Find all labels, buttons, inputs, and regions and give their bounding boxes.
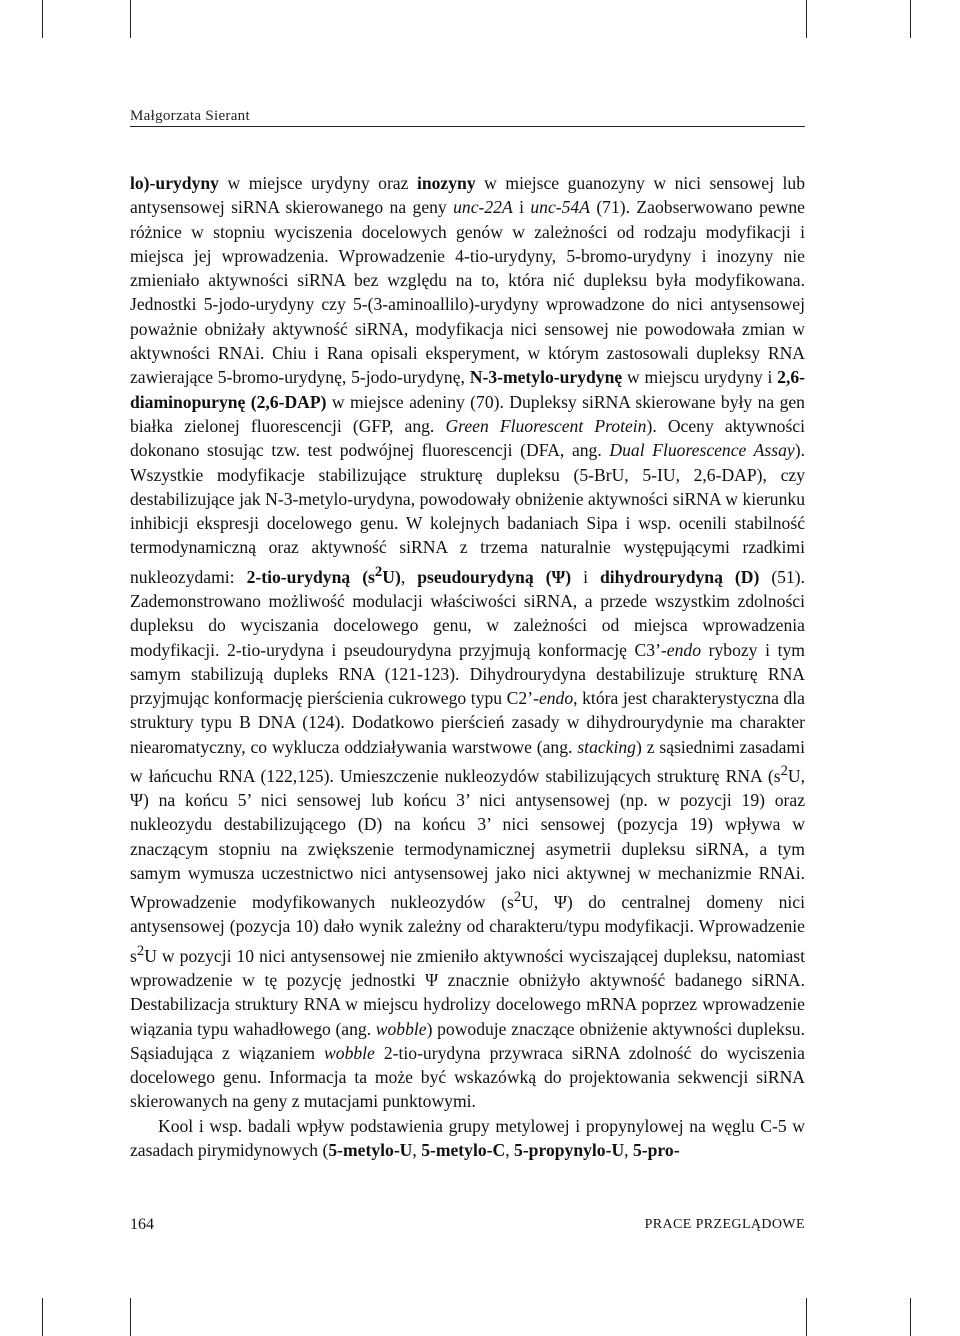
text-run: ). Wszystkie modyfikacje stabilizujące strukturę dupleksu (5-BrU, 5-IU, 2,6-DAP), czy destabilizujące jak N-3-metylo-urydyna, powodowały obniżenie aktywności siRNA w kierunku inhibicji ekspresji docelowego genu. W kolejnych badaniach Sipa i wsp. ocenili stabilność termodynamiczną oraz aktywność siRNA z trzema naturalnie występującymi rzadkimi nukleozydami: (130, 440, 805, 587)
text-run: , (624, 1140, 633, 1161)
italic-term: unc-22A (453, 197, 513, 218)
text-run: U, Ψ) na końcu 5’ nici sensowej lub końcu 3’ nici antysensowej (np. w pozycji 19) oraz nukleozydu destabilizującego (D) na końcu 3’ nici sensowej (pozycja 19) wpływa w znaczącym stopniu na zwiększenie termodynamicznej asymetrii dupleksu siRNA, a tym samym wymusza uczestnictwo nici antysensowej jako nici aktywnej w mechanizmie RNAi. Wprowadzenie modyfikowanych nukleozydów (s (130, 765, 805, 913)
journal-section: PRACE PRZEGLĄDOWE (644, 1217, 805, 1232)
text-run: rybozy i tym samym stabilizują dupleks RNA (121-123). Dihydrourydyna destabilizuje strukturę RNA przyjmując konformację pierścienia cukrowego typu C2’- (130, 639, 805, 709)
italic-term: endo (666, 639, 701, 660)
italic-term: stacking (577, 736, 636, 757)
bold-term: 5-metylo-C (421, 1140, 506, 1161)
italic-term: Green Fluorescent Protein (445, 415, 647, 436)
crop-mark (130, 1298, 131, 1336)
superscript: 2 (136, 942, 145, 959)
paragraph (130, 1114, 805, 1163)
bold-term: dihydrourydyną (D) (599, 566, 760, 587)
text-run: U, Ψ) do centralnej domeny nici antysensowej (pozycja 10) dało wynik zależny od charakteru/typu modyfikacji. Wprowadzenie s (130, 892, 805, 966)
text-run: , (400, 566, 418, 587)
text-run: w miejscu urydyny i (622, 367, 778, 388)
superscript: 2 (374, 563, 383, 580)
superscript: 2 (513, 889, 522, 906)
bold-term: N-3-metylo-urydynę (469, 367, 623, 388)
bold-term: 5-metylo-U (328, 1140, 413, 1161)
bold-term: 5-propynylo-U (514, 1140, 625, 1161)
text-run: w miejsce urydyny oraz (218, 173, 417, 193)
text-run: (51). Zademonstrowano możliwość modulacji właściwości siRNA, a przede wszystkim zdolności dupleksu do wyciszania docelowego genu, w zależności od miejsca wprowadzenia modyfikacji. 2-tio-urydyna i pseudourydyna przyjmują konformację C3’- (130, 566, 806, 660)
text-run: i (512, 197, 531, 218)
italic-term: endo (538, 688, 574, 709)
italic-term: unc-54A (530, 197, 590, 218)
text-run: , która jest charakterystyczna dla struktury typu B DNA (124). Dodatkowo pierścień zasady w dihydrourydynie ma charakter niearomatyczny, co wyklucza oddziaływania warstwowe (ang. (130, 688, 805, 757)
crop-mark (806, 0, 807, 38)
text-run: Kool i wsp. badali wpływ podstawienia grupy metylowej i propynylowej na węglu C-5 w zasadach pirymidynowych ( (130, 1115, 805, 1161)
bold-term: 5-pro- (632, 1140, 680, 1161)
italic-term: wobble (324, 1042, 375, 1063)
bold-term: U) (382, 566, 401, 587)
crop-mark (806, 1298, 807, 1336)
text-run: , (505, 1140, 515, 1161)
page-number: 164 (130, 1216, 154, 1233)
italic-term: wobble (375, 1018, 427, 1039)
text-run: w miejsce adeniny (70). Dupleksy siRNA skierowane były na gen białka zielonej fluorescencji (GFP, ang. (130, 391, 805, 436)
bold-term: pseudourydyną (Ψ) (417, 566, 572, 587)
paragraph (130, 171, 805, 1114)
text-run: 2-tio-urydyna przywraca siRNA zdolność do wyciszenia docelowego genu. Informacja ta może być wskazówką do projektowania sekwencji siRNA skierowanych na geny z mutacjami punktowymi. (130, 1042, 805, 1112)
crop-mark (42, 0, 43, 38)
text-run: U w pozycji 10 nici antysensowej nie zmieniło aktywności wyciszającej dupleksu, natomiast wprowadzenie w tę pozycję jednostki Ψ znacznie obniżyło aktywność badanego siRNA. Destabilizacja struktury RNA w miejscu hydrolizy docelowego mRNA poprzez wprowadzenie wiązania typu wahadłowego (ang. (130, 945, 805, 1039)
bold-term: lo)-urydyny (130, 173, 219, 193)
text-run: ) powoduje znaczące obniżenie aktywności dupleksu. Sąsiadująca z wiązaniem (130, 1018, 805, 1063)
crop-mark (910, 0, 911, 38)
italic-term: Dual Fluorescence Assay (609, 440, 795, 461)
bold-term: 2-tio-urydyną (s (246, 566, 375, 587)
crop-mark (130, 0, 131, 38)
superscript: 2 (780, 762, 788, 779)
crop-mark (910, 1298, 911, 1336)
text-run: , (412, 1140, 422, 1161)
bold-term: 2,6-diaminopurynę (2,6-DAP) (130, 367, 806, 412)
header-rule (130, 126, 805, 127)
crop-mark (42, 1298, 43, 1336)
text-run: ) z sąsiednimi zasadami w łańcuchu RNA (122,125). Umieszczenie nukleozydów stabilizujących strukturę RNA (s (130, 736, 806, 786)
body-text (130, 171, 805, 1162)
text-run: ). Oceny aktywności dokonano stosując tzw. test podwójnej fluorescencji (DFA, ang. (130, 415, 805, 461)
text-run: i (571, 566, 600, 587)
bold-term: inozyny (416, 173, 476, 193)
text-run: (71). Zaobserwowano pewne różnice w stopniu wyciszenia docelowych genów w zależności od rodzaju modyfikacji i miejsca jej wprowadzenia. Wprowadzenie 4-tio-urydyny, 5-bromo-urydyny i inozyny nie zmieniało aktywności siRNA bez względu na to, która nić dupleksu była modyfikowana. Jednostki 5-jodo-urydyny czy 5-(3-aminoallilo)-urydyny wprowadzone do nici antysensowej poważnie obniżały aktywność siRNA, modyfikacja nici sensowej nie powodowała zmian w aktywności RNAi. Chiu i Rana opisali eksperyment, w którym zastosowali dupleksy RNA zawierające 5-bromo-urydynę, 5-jodo-urydynę, (130, 197, 805, 388)
running-header-author: Małgorzata Sierant (130, 108, 250, 124)
text-run: w miejsce guanozyny w nici sensowej lub antysensowej siRNA skierowanego na geny (130, 173, 805, 218)
